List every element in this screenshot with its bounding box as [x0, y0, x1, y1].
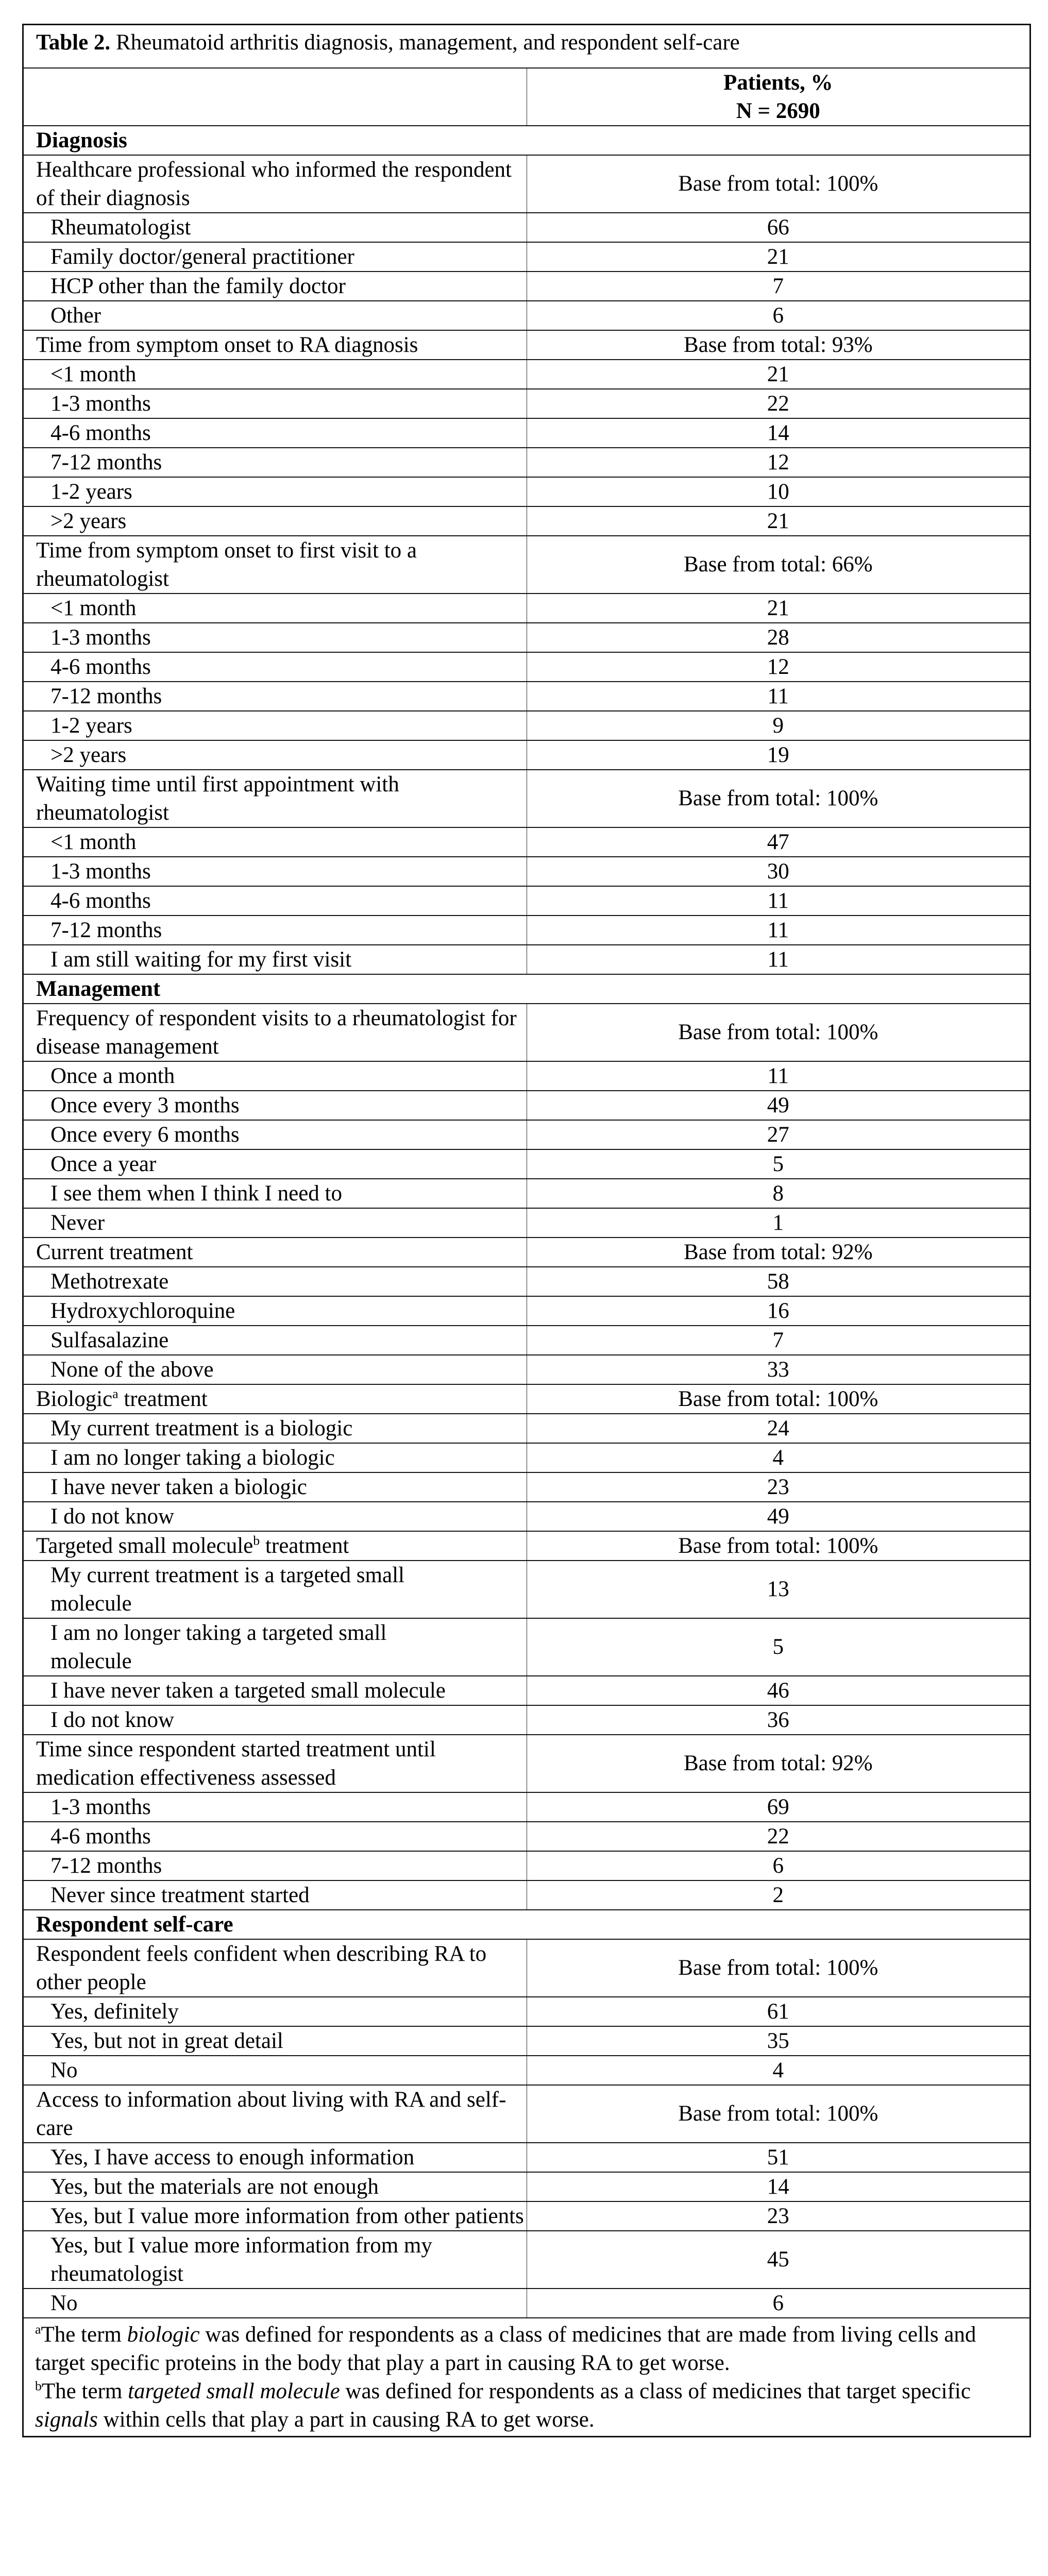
row-label [23, 594, 527, 623]
row-label-text: 4-6 months [50, 888, 151, 913]
row-label-text: 1-2 years [50, 713, 132, 738]
footnote-marker: a [112, 1386, 119, 1401]
row-label [23, 2026, 527, 2056]
footnotes [23, 2318, 1030, 2437]
row-value: 21 [527, 506, 1030, 536]
row-value: 10 [527, 477, 1030, 506]
row-label-text: Healthcare professional who informed the respondent of their diagnosis [36, 157, 512, 210]
row-label [23, 1851, 527, 1880]
row-label-text: Once every 6 months [50, 1122, 240, 1147]
row-label-text: I am still waiting for my first visit [50, 947, 352, 972]
row-value: 27 [527, 1120, 1030, 1149]
footnote-text: was defined for respondents as a class of medicines that target specific [340, 2379, 971, 2403]
row-label [23, 740, 527, 770]
footnote-text: The term [41, 2322, 127, 2347]
row-value: Base from total: 66% [527, 536, 1030, 594]
rheumatoid-arthritis-table [22, 24, 1031, 2437]
footnote-marker: b [253, 1533, 260, 1548]
section-heading: Respondent self-care [23, 1910, 1030, 1939]
row-label-text: >2 years [50, 742, 127, 767]
row-value: 7 [527, 1326, 1030, 1355]
table-row [23, 1296, 1030, 1326]
row-label-text: 7-12 months [50, 1853, 162, 1878]
row-value: 36 [527, 1705, 1030, 1735]
row-label [23, 1208, 527, 1238]
row-value: 21 [527, 360, 1030, 389]
table-row [23, 448, 1030, 477]
row-value: 19 [527, 740, 1030, 770]
row-value: 8 [527, 1179, 1030, 1208]
section-heading: Management [23, 974, 1030, 1004]
row-label-text: Frequency of respondent visits to a rheumatologist for disease management [36, 1006, 517, 1059]
row-label [23, 1326, 527, 1355]
row-label-suffix: treatment [118, 1386, 208, 1411]
table-row [23, 1822, 1030, 1851]
row-value: 14 [527, 2172, 1030, 2201]
row-label-text: Rheumatologist [50, 215, 191, 240]
table-row [23, 652, 1030, 682]
row-label [23, 1267, 527, 1296]
row-label-text: Biologic [36, 1386, 113, 1411]
row-label [23, 1120, 527, 1149]
row-label [23, 1531, 527, 1561]
table-row [23, 1061, 1030, 1091]
table-row [23, 594, 1030, 623]
row-label-text: Hydroxychloroquine [50, 1298, 235, 1323]
row-label [23, 2172, 527, 2201]
table-row [23, 1851, 1030, 1880]
row-label-text: Targeted small molecule [36, 1533, 253, 1558]
row-label-text: Time since respondent started treatment until medication effectiveness assessed [36, 1737, 436, 1790]
row-label [23, 1004, 527, 1061]
row-value: 14 [527, 418, 1030, 448]
row-label [23, 1705, 527, 1735]
row-value: 33 [527, 1355, 1030, 1384]
row-label [23, 1091, 527, 1120]
row-label [23, 1997, 527, 2026]
row-label-text: <1 month [50, 596, 137, 620]
table-row [23, 1561, 1030, 1618]
row-label [23, 2056, 527, 2085]
row-value: 51 [527, 2143, 1030, 2172]
table-row [23, 1880, 1030, 1910]
row-label [23, 477, 527, 506]
footnote-text: The term [41, 2379, 128, 2403]
group-row [23, 1238, 1030, 1267]
table-title-prefix: Table 2. [36, 30, 111, 55]
section-heading: Diagnosis [23, 126, 1030, 155]
row-value: 24 [527, 1414, 1030, 1443]
row-label [23, 1149, 527, 1179]
row-value: 11 [527, 682, 1030, 711]
row-label-text: I am no longer taking a biologic [50, 1445, 335, 1470]
table-title-text: Rheumatoid arthritis diagnosis, management, and respondent self-care [110, 30, 740, 55]
table-row [23, 506, 1030, 536]
row-label [23, 1443, 527, 1472]
row-value: 23 [527, 2201, 1030, 2231]
row-value: Base from total: 100% [527, 1531, 1030, 1561]
table-row [23, 740, 1030, 770]
row-label [23, 330, 527, 360]
row-value: 11 [527, 886, 1030, 916]
footnotes-row [23, 2318, 1030, 2437]
row-label [23, 301, 527, 330]
row-label [23, 945, 527, 974]
header-row [23, 68, 1030, 126]
table-row [23, 389, 1030, 418]
row-label-text: >2 years [50, 509, 127, 533]
row-value: 21 [527, 242, 1030, 272]
row-label-text: Other [50, 303, 101, 328]
section-row [23, 126, 1030, 155]
row-value: 35 [527, 2026, 1030, 2056]
table-row [23, 1149, 1030, 1179]
table-row [23, 1208, 1030, 1238]
row-value: 47 [527, 827, 1030, 857]
row-value: 6 [527, 2289, 1030, 2318]
row-label-text: Once every 3 months [50, 1093, 240, 1117]
row-label [23, 1296, 527, 1326]
row-label-text: Family doctor/general practitioner [50, 244, 354, 269]
row-label [23, 1792, 527, 1822]
table-row [23, 1120, 1030, 1149]
row-label [23, 506, 527, 536]
row-value: 6 [527, 1851, 1030, 1880]
row-label [23, 1179, 527, 1208]
row-value: 4 [527, 2056, 1030, 2085]
row-label-text: 1-3 months [50, 625, 151, 650]
table-row [23, 1618, 1030, 1676]
row-label-text: Current treatment [36, 1240, 193, 1264]
group-row [23, 2085, 1030, 2143]
row-label-text: Yes, I have access to enough information [50, 2145, 415, 2170]
footnote-text: signals [35, 2407, 98, 2432]
footnote-marker: b [35, 2378, 42, 2394]
row-value: 30 [527, 857, 1030, 886]
table-row [23, 213, 1030, 242]
row-label-text: Yes, definitely [50, 1999, 179, 2024]
table-row [23, 477, 1030, 506]
row-value: 23 [527, 1472, 1030, 1502]
row-label-text: Access to information about living with RA and self-care [36, 2087, 506, 2140]
row-value: 12 [527, 448, 1030, 477]
row-value: 45 [527, 2231, 1030, 2289]
row-label [23, 1676, 527, 1705]
row-label-text: 1-2 years [50, 479, 132, 504]
table-row [23, 1502, 1030, 1531]
table-row [23, 242, 1030, 272]
table-row [23, 2201, 1030, 2231]
row-value: 28 [527, 623, 1030, 652]
row-label [23, 418, 527, 448]
row-label [23, 389, 527, 418]
row-value: 6 [527, 301, 1030, 330]
row-label [23, 2289, 527, 2318]
row-label [23, 1502, 527, 1531]
table-row [23, 1997, 1030, 2026]
row-label-text: 1-3 months [50, 391, 151, 416]
row-value: 11 [527, 945, 1030, 974]
row-value: 46 [527, 1676, 1030, 1705]
table-row [23, 2026, 1030, 2056]
row-label-text: I do not know [50, 1707, 175, 1732]
row-value: 61 [527, 1997, 1030, 2026]
group-row [23, 536, 1030, 594]
row-label-text: 4-6 months [50, 1824, 151, 1849]
section-row [23, 974, 1030, 1004]
row-label [23, 360, 527, 389]
row-label-text: Yes, but not in great detail [50, 2028, 283, 2053]
table-row [23, 857, 1030, 886]
group-row [23, 330, 1030, 360]
header-col2 [527, 68, 1030, 126]
group-row [23, 1939, 1030, 1997]
table-row [23, 1705, 1030, 1735]
row-label-text: Methotrexate [50, 1269, 169, 1294]
row-value: 49 [527, 1502, 1030, 1531]
row-label-text: None of the above [50, 1357, 214, 1382]
row-value: 21 [527, 594, 1030, 623]
row-label [23, 682, 527, 711]
table-row [23, 1443, 1030, 1472]
row-label-text: I have never taken a biologic [50, 1475, 307, 1499]
section-row [23, 1910, 1030, 1939]
group-row [23, 1004, 1030, 1061]
row-label-text: 1-3 months [50, 859, 151, 884]
row-label [23, 770, 527, 827]
footnote-marker: a [35, 2321, 41, 2337]
table-row [23, 1326, 1030, 1355]
table-title [23, 25, 1030, 68]
row-value: Base from total: 100% [527, 1939, 1030, 1997]
row-label-text: Yes, but I value more information from my rheumatologist [50, 2233, 432, 2286]
row-value: 2 [527, 1880, 1030, 1910]
table-row [23, 2172, 1030, 2201]
row-label [23, 652, 527, 682]
row-value: 13 [527, 1561, 1030, 1618]
row-label-text: <1 month [50, 362, 137, 386]
row-value: 22 [527, 1822, 1030, 1851]
row-value: 11 [527, 1061, 1030, 1091]
row-label [23, 916, 527, 945]
table-row [23, 1676, 1030, 1705]
row-value: Base from total: 93% [527, 330, 1030, 360]
row-label-text: 7-12 months [50, 684, 162, 708]
row-label-text: No [50, 2291, 78, 2315]
row-value: 9 [527, 711, 1030, 740]
row-label [23, 242, 527, 272]
row-value: 11 [527, 916, 1030, 945]
row-label [23, 1238, 527, 1267]
group-row [23, 155, 1030, 213]
row-label [23, 1880, 527, 1910]
group-row [23, 1735, 1030, 1792]
row-label-text: 4-6 months [50, 420, 151, 445]
row-value: 22 [527, 389, 1030, 418]
row-label [23, 1735, 527, 1792]
group-row [23, 1531, 1030, 1561]
row-label [23, 886, 527, 916]
footnote [35, 2320, 1029, 2377]
row-label [23, 1561, 527, 1618]
table-row [23, 623, 1030, 652]
row-label-text: Never [50, 1210, 105, 1235]
footnote-text: within cells that play a part in causing RA to get worse. [97, 2407, 595, 2432]
row-label [23, 827, 527, 857]
table-row [23, 2231, 1030, 2289]
table-row [23, 886, 1030, 916]
row-label [23, 857, 527, 886]
row-label-text: 7-12 months [50, 450, 162, 474]
row-value: Base from total: 100% [527, 770, 1030, 827]
row-label [23, 623, 527, 652]
row-label [23, 1939, 527, 1997]
row-value: Base from total: 100% [527, 1004, 1030, 1061]
row-value: 7 [527, 272, 1030, 301]
row-value: Base from total: 92% [527, 1238, 1030, 1267]
row-label-text: HCP other than the family doctor [50, 274, 346, 298]
row-label [23, 1355, 527, 1384]
header-col1 [23, 68, 527, 126]
row-label-text: Yes, but I value more information from other patients [50, 2204, 524, 2228]
table-row [23, 1792, 1030, 1822]
table-row [23, 272, 1030, 301]
row-label-text: 7-12 months [50, 918, 162, 942]
group-row [23, 1384, 1030, 1414]
row-value: 66 [527, 213, 1030, 242]
row-label [23, 711, 527, 740]
table-row [23, 360, 1030, 389]
row-label [23, 2231, 527, 2289]
table-row [23, 711, 1030, 740]
row-label-text: Once a month [50, 1063, 175, 1088]
row-label-text: Yes, but the materials are not enough [50, 2174, 379, 2199]
row-label-text: Once a year [50, 1151, 157, 1176]
row-value: 5 [527, 1618, 1030, 1676]
row-label-text: I have never taken a targeted small molecule [50, 1678, 446, 1703]
table-row [23, 2056, 1030, 2085]
table-row [23, 916, 1030, 945]
row-label [23, 2085, 527, 2143]
row-label-text: 4-6 months [50, 654, 151, 679]
row-value: 4 [527, 1443, 1030, 1472]
row-label-text: Sulfasalazine [50, 1328, 169, 1352]
group-row [23, 770, 1030, 827]
row-label [23, 1414, 527, 1443]
table-row [23, 1179, 1030, 1208]
table-row [23, 1091, 1030, 1120]
row-label-text: 1-3 months [50, 1794, 151, 1819]
footnote-text: was defined for respondents as a class of medicines that are made from living cells and target specific proteins in the body that play a part in causing RA to get worse. [35, 2322, 976, 2375]
row-label-text: <1 month [50, 829, 137, 854]
row-label [23, 1472, 527, 1502]
row-label [23, 1618, 527, 1676]
title-row [23, 25, 1030, 68]
row-label-suffix: treatment [260, 1533, 349, 1558]
row-label [23, 448, 527, 477]
table-row [23, 945, 1030, 974]
table-row [23, 1355, 1030, 1384]
table-row [23, 682, 1030, 711]
table-row [23, 418, 1030, 448]
row-value: 12 [527, 652, 1030, 682]
row-label [23, 2201, 527, 2231]
table-row [23, 1414, 1030, 1443]
table-row [23, 2143, 1030, 2172]
row-label-text: I see them when I think I need to [50, 1181, 342, 1206]
table-row [23, 1472, 1030, 1502]
footnote-text: biologic [127, 2322, 200, 2347]
table-row [23, 1267, 1030, 1296]
row-label-text: Time from symptom onset to first visit to a rheumatologist [36, 538, 417, 591]
row-label-text: Never since treatment started [50, 1883, 310, 1907]
row-value: 69 [527, 1792, 1030, 1822]
row-label-text: My current treatment is a targeted small molecule [50, 1563, 404, 1616]
row-value: Base from total: 100% [527, 1384, 1030, 1414]
row-label [23, 272, 527, 301]
footnote-text: targeted small molecule [128, 2379, 340, 2403]
header-patients-label: Patients, % [723, 70, 833, 95]
table-row [23, 2289, 1030, 2318]
row-label [23, 213, 527, 242]
footnote [35, 2377, 1029, 2434]
row-label [23, 536, 527, 594]
row-value: 5 [527, 1149, 1030, 1179]
row-label-text: I do not know [50, 1504, 175, 1529]
row-label-text: Time from symptom onset to RA diagnosis [36, 332, 418, 357]
table-row [23, 301, 1030, 330]
row-value: Base from total: 100% [527, 155, 1030, 213]
row-label-text: No [50, 2058, 78, 2082]
row-label-text: I am no longer taking a targeted small molecule [50, 1620, 387, 1673]
row-value: 58 [527, 1267, 1030, 1296]
row-value: Base from total: 92% [527, 1735, 1030, 1792]
table-row [23, 827, 1030, 857]
row-label-text: Waiting time until first appointment with rheumatologist [36, 772, 399, 825]
row-value: Base from total: 100% [527, 2085, 1030, 2143]
row-value: 1 [527, 1208, 1030, 1238]
row-value: 49 [527, 1091, 1030, 1120]
row-label [23, 155, 527, 213]
row-value: 16 [527, 1296, 1030, 1326]
row-label-text: Respondent feels confident when describing RA to other people [36, 1941, 487, 1994]
row-label [23, 1061, 527, 1091]
header-n-label: N = 2690 [736, 98, 820, 123]
row-label [23, 1384, 527, 1414]
row-label-text: My current treatment is a biologic [50, 1416, 353, 1440]
row-label [23, 1822, 527, 1851]
row-label [23, 2143, 527, 2172]
